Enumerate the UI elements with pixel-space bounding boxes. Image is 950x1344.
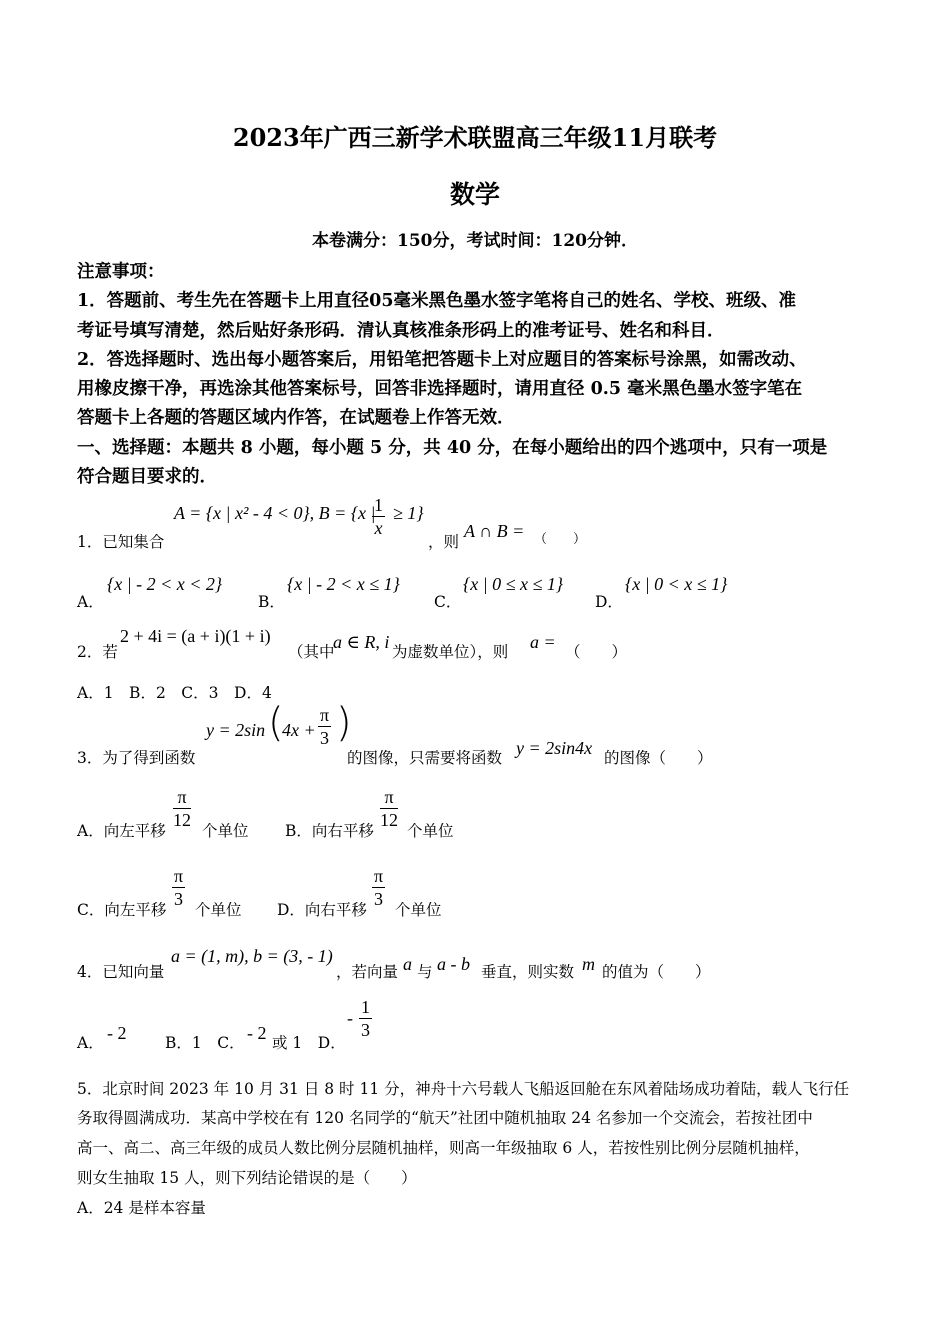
q1-option-a-label: A．	[77, 593, 104, 611]
q4-option-d-fraction	[359, 996, 372, 1041]
q1-option-d-label: D．	[595, 593, 623, 611]
q4-option-b-c-label: B．1 C．	[165, 1034, 245, 1052]
q2-ask: a =	[530, 632, 556, 652]
q5-line-3: 高一、高二、高三年级的成员人数比例分层随机抽样，则高一年级抽取 6 人，若按性别比例分层随机抽样，	[77, 1139, 810, 1157]
q1-frac-num: 1	[374, 495, 383, 515]
q4-suffix: 的值为（ ）	[602, 963, 711, 981]
q4-vector-a: a	[403, 954, 412, 974]
q3-option-a-fraction	[173, 786, 191, 831]
q3-right-paren: )	[336, 700, 352, 746]
q5-line-1: 5．北京时间 2023 年 10 月 31 日 8 时 11 分，神舟十六号载人飞船返回舱在东风着陆场成功着陆，载人飞行任	[77, 1080, 850, 1098]
q3-option-c-label: C．向左平移	[77, 901, 167, 919]
q1-set-a: A = {x | x² - 4 < 0}, B = {x |	[174, 503, 376, 523]
q5-line-4: 则女生抽取 15 人，则下列结论错误的是（ ）	[77, 1169, 417, 1187]
q3-option-b-label: B．向右平移	[285, 822, 374, 840]
q1-expr: A ∩ B =	[464, 521, 525, 541]
exam-title: 2023年广西三新学术联盟高三年级11月联考	[232, 123, 718, 152]
q3-option-d-fraction	[372, 865, 385, 910]
q4-a-minus-b: a - b	[437, 954, 470, 974]
q3-option-c-unit: 个单位	[195, 901, 242, 919]
q1-option-c-value: {x | 0 ≤ x ≤ 1}	[463, 574, 564, 594]
q2-condition: a ∈ R, i	[333, 632, 390, 652]
exam-info: 本卷满分：150分，考试时间：120分钟．	[312, 231, 638, 251]
section-heading-line-2: 符合题目要求的．	[77, 467, 217, 487]
q3-option-b-num: π	[380, 786, 398, 809]
q3-suffix: 的图像（ ）	[604, 749, 713, 767]
q4-option-d-den: 3	[361, 1020, 370, 1040]
q4-option-d-sign: -	[347, 1008, 353, 1028]
q4-mid-2: 与	[417, 963, 433, 981]
q1-suffix: ，则	[428, 533, 460, 551]
q3-option-d-label: D．向右平移	[277, 901, 367, 919]
q3-option-b-unit: 个单位	[407, 822, 454, 840]
notice-heading: 注意事项：	[77, 262, 165, 282]
q3-function-1: y = 2sin	[206, 720, 266, 740]
notice-line-2: 考证号填写清楚，然后贴好条形码．清认真核准条形码上的准考证号、姓名和科目．	[77, 321, 725, 341]
q2-options: A．1 B．2 C．3 D．4	[77, 684, 272, 702]
q3-option-a-label: A．向左平移	[77, 822, 166, 840]
q3-option-b-fraction	[380, 786, 398, 831]
q4-option-c-or-d-label: 或 1 D．	[272, 1034, 346, 1052]
q1-frac-den: x	[374, 518, 383, 538]
q3-three: 3	[320, 728, 330, 748]
q3-option-c-fraction	[172, 865, 185, 910]
q1-set-b-end: ≥ 1}	[393, 503, 424, 523]
q4-option-a-label: A．	[77, 1034, 104, 1052]
q3-option-b-den: 12	[380, 810, 398, 830]
q3-pi-over-3	[318, 704, 331, 749]
q4-m: m	[582, 954, 595, 974]
q5-line-2: 务取得圆满成功．某高中学校在有 120 名同学的“航天”社团中随机抽取 24 名参加一个交流会，若按社团中	[77, 1109, 813, 1127]
q1-option-d-value: {x | 0 < x ≤ 1}	[625, 574, 728, 594]
q1-option-b-value: {x | - 2 < x ≤ 1}	[287, 574, 400, 594]
q3-option-a-den: 12	[173, 810, 191, 830]
q3-mid: 的图像，只需要将函数	[347, 749, 503, 767]
q3-option-a-unit: 个单位	[202, 822, 249, 840]
q3-option-c-num: π	[174, 866, 184, 886]
q4-prefix: 4．已知向量	[77, 963, 165, 981]
notice-line-3: 2．答选择题时、选出每小题答案后，用铅笔把答题卡上对应题目的答案标号涂黑，如需改动、	[77, 350, 807, 370]
section-heading-line-1: 一、选择题：本题共 8 小题，每小题 5 分，共 40 分，在每小题给出的四个逃项中，只有一项是	[77, 438, 828, 458]
q2-mid-1: （其中	[288, 643, 335, 661]
q2-equation: 2 + 4i = (a + i)(1 + i)	[120, 626, 271, 646]
q5-option-a: A．24 是样本容量	[77, 1199, 206, 1217]
q4-vectors: a = (1, m), b = (3, - 1)	[171, 946, 333, 966]
notice-line-5: 答题卡上各题的答题区域内作答，在试题卷上作答无效．	[77, 408, 515, 428]
q1-option-a-value: {x | - 2 < x < 2}	[107, 574, 223, 594]
notice-line-1: 1．答题前、考生先在答题卡上用直径05毫米黑色墨水签字笔将自己的姓名、学校、班级、准	[77, 291, 797, 311]
q3-option-a-num: π	[173, 786, 191, 809]
q3-option-d-num: π	[374, 866, 384, 886]
q2-answer-paren: （ ）	[565, 643, 628, 661]
q3-function-2: y = 2sin4x	[516, 738, 593, 758]
subject-title: 数学	[449, 180, 500, 209]
q4-mid-3: 垂直，则实数	[481, 963, 575, 981]
q3-option-c-den: 3	[174, 889, 184, 909]
q4-mid-1: ，若向量	[336, 963, 399, 981]
q3-pi: π	[320, 705, 330, 725]
q1-fraction	[372, 494, 385, 539]
q2-mid-2: 为虚数单位），则	[392, 643, 509, 661]
q3-inner-expr: 4x +	[282, 720, 316, 740]
q4-option-d-num: 1	[361, 997, 370, 1017]
q1-answer-paren: （ ）	[534, 532, 587, 547]
q1-prefix: 1．已知集合	[77, 533, 165, 551]
q3-option-d-unit: 个单位	[395, 901, 442, 919]
q3-left-paren: (	[268, 700, 284, 746]
q4-option-c-value: - 2	[247, 1023, 267, 1043]
q3-option-d-den: 3	[374, 889, 384, 909]
q1-option-c-label: C．	[434, 593, 462, 611]
q2-prefix: 2．若	[77, 643, 118, 661]
q3-prefix: 3．为了得到函数	[77, 749, 196, 767]
q1-option-b-label: B．	[258, 593, 285, 611]
notice-line-4: 用橡皮擦干净，再选涂其他答案标号，回答非选择题时，请用直径 0.5 毫米黑色墨水签字笔在	[77, 379, 803, 399]
q4-option-a-value: - 2	[107, 1023, 127, 1043]
